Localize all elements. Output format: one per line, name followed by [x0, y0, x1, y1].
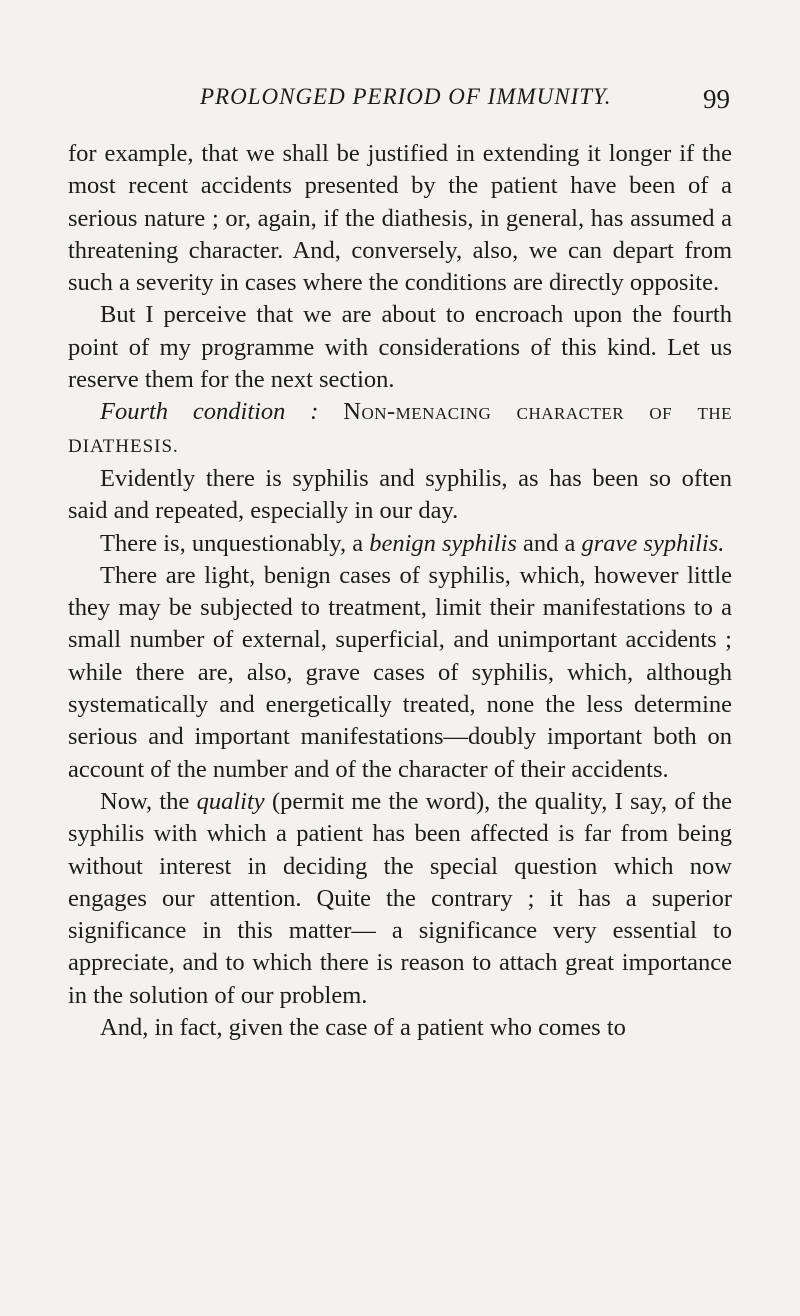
section-heading-caps: DIATHESIS.	[68, 435, 179, 457]
paragraph-1: for example, that we shall be justified in extending it longer if the most recent accidents presented by the patient have been of a serious nature ; or, again, if the diathesis, in general, has assumed a threatening character. And, conversely, also, we can depart from such a severity in cases where the conditions are directly opposite.	[68, 140, 732, 297]
section-heading-smallcaps: Non-menacing character of the	[343, 398, 733, 426]
quality-term: quality	[196, 787, 265, 815]
paragraph-8: And, in fact, given the case of a patient who comes to	[100, 1014, 626, 1042]
benign-syphilis-term: benign syphilis	[369, 529, 517, 557]
grave-syphilis-term: grave syphilis.	[581, 529, 725, 557]
section-heading-label: Fourth condition :	[100, 398, 319, 426]
page-header	[70, 84, 730, 124]
paragraph-7-start: Now, the	[100, 787, 190, 815]
paragraph-5-mid: and a	[523, 529, 576, 557]
section-heading	[68, 396, 732, 463]
paragraph-7	[68, 786, 732, 1012]
body-text	[68, 138, 732, 1044]
running-title: PROLONGED PERIOD OF IMMUNITY.	[200, 84, 612, 109]
paragraph-7-rest: (permit me the word), the quality, I say, of the syphilis with which a patient has been affected is far from being without interest in deciding the special question which now engages our attention. Quite the contrary ; it has a superior significance in this matter— a significance very essential to appreciate, and to which there is reason to attach great importance in the solution of our problem.	[68, 787, 733, 1009]
paragraph-5	[68, 528, 732, 560]
paragraph-6: There are light, benign cases of syphilis, which, however little they may be subjected to treatment, limit their manifestations to a small number of external, superficial, and unimportant accidents ; while there are, also, grave cases of syphilis, which, although systematically and energetically treated, none the less determine serious and important manifestations—doubly important both on account of the number and of the character of their accidents.	[68, 561, 732, 783]
paragraph-2: But I perceive that we are about to encroach upon the fourth point of my programme with considerations of this kind. Let us reserve them for the next section.	[68, 301, 732, 394]
paragraph-4: Evidently there is syphilis and syphilis, as has been so often said and repeated, especially in our day.	[68, 464, 732, 525]
page-number: 99	[703, 84, 730, 114]
paragraph-5-start: There is, unquestionably, a	[100, 529, 364, 557]
